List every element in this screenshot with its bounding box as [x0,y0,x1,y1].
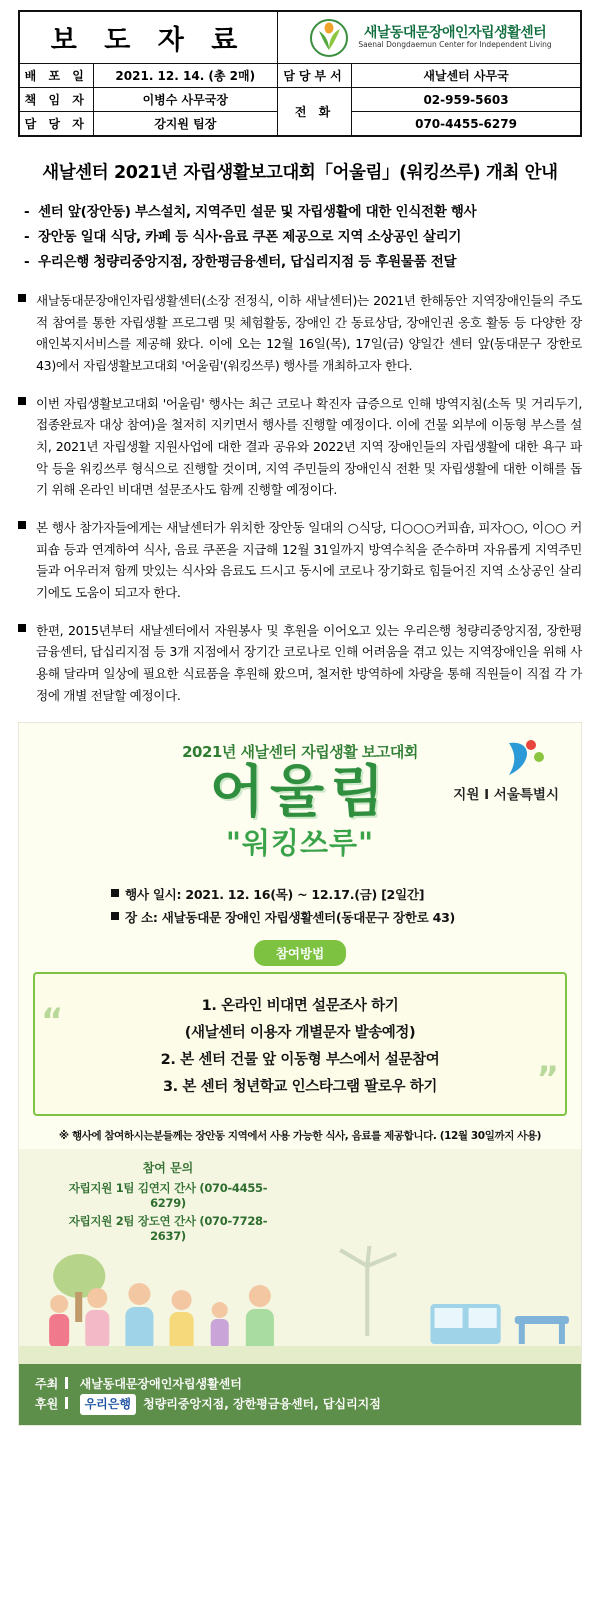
event-poster [18,722,582,1426]
header-row-responsible [19,88,581,112]
footer-sponsor-line [35,1394,565,1414]
value-incharge: 강지원 팀장 [93,112,278,137]
bench-illustration [430,1304,568,1344]
body-paragraph [18,290,582,377]
poster-info-date-text: 행사 일시: 2021. 12. 16(목) ~ 12.17.(금) [2일간] [125,886,425,902]
poster-quote-title: "워킹쓰루" [225,825,375,860]
square-bullet-icon [18,294,26,302]
sprout-logo-icon [306,18,352,58]
poster-subtitle: 2021년 새날센터 자립생활 보고대회 [182,743,418,762]
seoul-ribbon-logo-icon [501,737,547,781]
highlight-item [24,200,582,220]
value-phone-1: 02-959-5603 [352,88,581,112]
poster-title: 어울림 [209,760,391,826]
poster-info-place-text: 장 소: 새날동대문 장애인 자립생활센터(동대문구 장한로 43) [125,909,455,925]
header-table [18,10,582,137]
value-responsible: 이병수 사무국장 [93,88,278,112]
poster-note: ※ 행사에 참여하시는분들께는 장안동 지역에서 사용 가능한 식사, 음료를 제공합니다. (12월 30일까지 사용) [58,1129,542,1142]
poster-illustration [19,1246,581,1364]
poster-info-place [111,907,581,926]
howto-item: 2. 본 센터 건물 앞 이동형 부스에서 설문참여 [160,1051,440,1068]
highlight-list [24,200,582,270]
value-department: 새날센터 사무국 [352,64,581,88]
value-distribution-date: 2021. 12. 14. (총 2매) [93,64,278,88]
dash-marker: - [24,254,30,270]
dash-marker: - [24,229,30,245]
body-paragraph [18,517,582,604]
value-phone-2: 070-4455-6279 [352,112,581,137]
poster-contact-area [19,1149,581,1364]
footer-host-line [35,1374,565,1394]
label-phone: 전 화 [278,88,352,137]
quote-close-icon: ” [536,1058,559,1099]
dash-marker: - [24,204,30,220]
contact-box [53,1159,283,1243]
divider-bar [65,1377,68,1389]
label-distribution-date: 배 포 일 [19,64,93,88]
highlight-text: 장안동 일대 식당, 카페 등 식사·음료 쿠폰 제공으로 지역 소상공인 살리기 [38,229,462,245]
doc-label-cell [19,11,278,64]
poster-info-block [19,884,581,926]
paragraph-text: 한편, 2015년부터 새날센터에서 자원봉사 및 후원을 이어오고 있는 우리은행 청량리중앙지점, 장한평금융센터, 답십리지점 등 3개 지점에서 장기간 코로나로 인해 어려움을 겪고 있는 지역장애인을 위해 사용해 달라며 일상에 필요한 식료품을 후원해 왔으며, 철저한 방역하에 차량을 통해 직원들이 직접 각 가정에 개별 전달할 예정이다. [36,622,582,703]
paragraph-text: 본 행사 참가자들에게는 새날센터가 위치한 장안동 일대의 ○식당, 디○○○커피숍, 피자○○, 이○○ 커피숍 등과 연계하여 식사, 음료 쿠폰을 지급해 12월 31일까지 방역수칙을 준수하며 자유롭게 지역주민들과 어우러져 함께 맛있는 식사와 음료도 드시고 동시에 코로나 장기화로 힘들어진 지역 소상공인 살리기에도 도움이 되고자 한다. [36,519,582,600]
label-responsible: 책 임 자 [19,88,93,112]
windmill-illustration [340,1246,396,1336]
footer-host-label: 주최 [35,1376,59,1391]
highlight-item [24,225,582,245]
contact-line: 자립지원 2팀 장도연 간사 (070-7728-2637) [68,1213,268,1243]
howto-item: 1. 온라인 비대면 설문조사 하기 [201,997,399,1014]
quote-open-icon: “ [41,1000,64,1041]
footer-sponsor-value: 청량리중앙지점, 장한평금융센터, 답십리지점 [143,1397,381,1412]
poster-support-label: 지원 I 서울특별시 [453,787,559,804]
poster-header [19,723,581,870]
howto-item: (새날센터 이용자 개별문자 발송예정) [184,1024,416,1041]
howto-box [33,972,567,1116]
org-logo-cell [278,11,581,64]
woori-bank-logo: 우리은행 [80,1394,136,1414]
org-name-en: Saenal Dongdaemun Center for Independent Living [358,40,552,50]
highlight-item [24,250,582,270]
footer-sponsor-label: 후원 [35,1397,59,1412]
label-incharge: 담 당 자 [19,112,93,137]
paragraph-text: 이번 자립생활보고대회 '어울림' 행사는 최근 코로나 확진자 급증으로 인해 방역지침(소독 및 거리두기, 접종완료자 대상 참여)을 철저히 지키면서 행사를 진행할 예정이다. 이에 건물 외부에 이동형 부스를 설치, 2021년 자립생활 지원사업에 대한 결과 공유와 2022년 지역 장애인들의 자립생활에 대한 욕구 파악 등을 워킹쓰루 형식으로 진행할 것이며, 지역 주민들의 장애인식 전환 및 자립생활에 대한 이해를 돕기 위해 온라인 비대면 설문조사도 함께 진행할 예정이다. [36,395,582,498]
poster-info-date [111,884,581,903]
square-bullet-icon [18,521,26,529]
square-bullet-icon [111,889,119,897]
howto-item: 3. 본 센터 청년학교 인스타그램 팔로우 하기 [162,1078,437,1095]
page-title: 새날센터 2021년 자립생활보고대회「어울림」(워킹쓰루) 개최 안내 [42,163,558,183]
howto-badge: 참여방법 [254,940,346,966]
body-paragraph [18,620,582,707]
footer-host-value: 새날동대문장애인자립생활센터 [79,1376,242,1391]
header-title-row [19,11,581,64]
header-row-distribution [19,64,581,88]
poster-footer [19,1364,581,1425]
doc-label: 보 도 자 료 [50,25,247,56]
square-bullet-icon [111,912,119,920]
body-paragraph [18,393,582,501]
contact-line: 자립지원 1팀 김연지 간사 (070-4455-6279) [68,1180,268,1210]
org-name-ko: 새날동대문장애인자립생활센터 [363,24,547,41]
highlight-text: 우리은행 청량리중앙지점, 장한평금융센터, 답십리지점 등 후원물품 전달 [38,254,457,270]
square-bullet-icon [18,624,26,632]
paragraph-text: 새날동대문장애인자립생활센터(소장 전정식, 이하 새날센터)는 2021년 한해동안 지역장애인들의 주도적 참여를 통한 자립생활 프로그램 및 체험활동, 장애인 간 동료상담, 장애인권 옹호 활동 등 다양한 장애인복지서비스를 제공해 왔다. 이에 오는 12월 16일(목), 17일(금) 양일간 센터 앞(동대문구 장한로 43)에서 자립생활보고대회 '어울림'(워킹쓰루) 행사를 개최하고자 한다. [36,293,582,373]
square-bullet-icon [18,397,26,405]
label-department: 담당부서 [278,64,352,88]
contact-title: 참여 문의 [142,1160,194,1175]
divider-bar [65,1397,68,1409]
highlight-text: 센터 앞(장안동) 부스설치, 지역주민 설문 및 자립생활에 대한 인식전환 행사 [38,204,477,220]
